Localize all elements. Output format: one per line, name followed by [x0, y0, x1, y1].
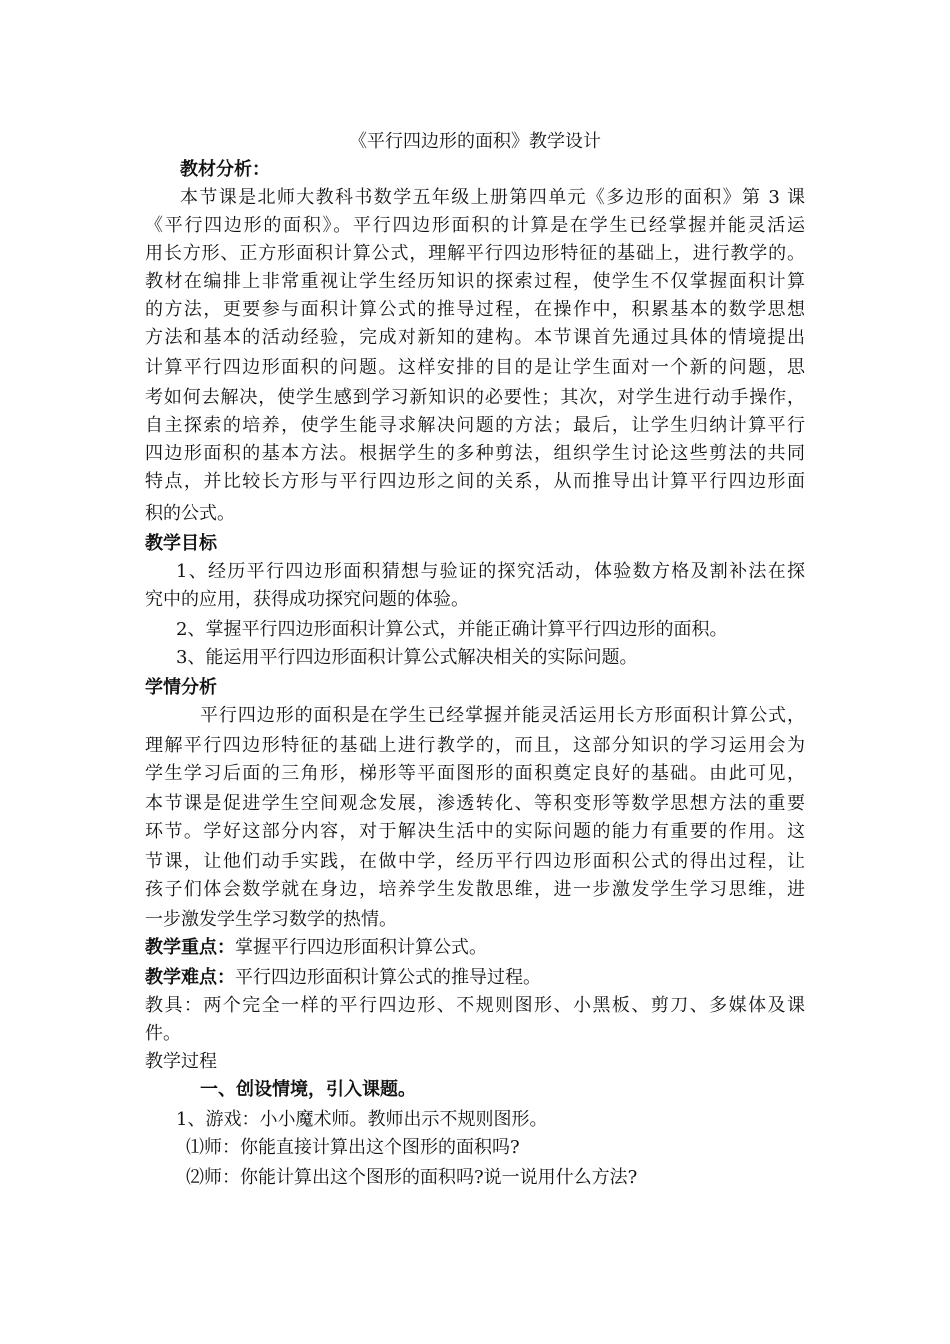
learner-analysis-line: 环节。学好这部分内容，对于解决生活中的实际问题的能力有重要的作用。这: [145, 821, 805, 842]
learner-analysis-line: 一步激发学生学习数学的热情。: [145, 909, 397, 930]
question-item: ⑵师：你能计算出这个图形的面积吗?说一说用什么方法?: [186, 1167, 638, 1188]
textbook-paragraph-line: 考如何去解决，使学生感到学习新知识的必要性；其次，对学生进行动手操作，: [145, 387, 805, 408]
learner-analysis-line: 平行四边形的面积是在学生已经掌握并能灵活运用长方形面积计算公式，: [200, 705, 805, 726]
goal-item-line: 3、能运用平行四边形面积计算公式解决相关的实际问题。: [176, 647, 638, 668]
textbook-paragraph-line: 用长方形、正方形面积计算公式，理解平行四边形特征的基础上，进行教学的。: [145, 243, 805, 264]
teaching-goals-heading: 教学目标: [145, 533, 217, 554]
goal-item-line: 究中的应用，获得成功探究问题的体验。: [145, 589, 469, 610]
textbook-paragraph-line: 特点，并比较长方形与平行四边形之间的关系，从而推导出计算平行四边形面: [145, 471, 805, 492]
learner-analysis-line: 孩子们体会数学就在身边，培养学生发散思维，进一步激发学生学习思维，进: [145, 879, 805, 900]
textbook-paragraph-line: 自主探索的培养，使学生能寻求解决问题的方法；最后，让学生归纳计算平行: [145, 415, 805, 436]
textbook-analysis-heading: 教材分析：: [180, 159, 270, 180]
textbook-paragraph-line: 《平行四边形的面积》。平行四边形面积的计算是在学生已经掌握并能灵活运: [145, 215, 805, 236]
learner-analysis-line: 学生学习后面的三角形，梯形等平面图形的面积奠定良好的基础。由此可见，: [145, 763, 805, 784]
difficulty-text: 平行四边形面积计算公式的推导过程。: [235, 967, 541, 988]
goal-item-line: 1、经历平行四边形面积猜想与验证的探究活动，体验数方格及割补法在探: [176, 561, 805, 582]
section-one-heading: 一、创设情境，引入课题。: [200, 1079, 416, 1100]
activity-item: 1、游戏：小小魔术师。教师出示不规则图形。: [176, 1109, 548, 1130]
goal-item-line: 2、掌握平行四边形面积计算公式，并能正确计算平行四边形的面积。: [176, 619, 728, 640]
question-item: ⑴师：你能直接计算出这个图形的面积吗?: [186, 1137, 520, 1158]
textbook-paragraph-line: 本节课是北师大教科书数学五年级上册第四单元《多边形的面积》第 3 课: [180, 187, 805, 208]
key-point-row: [145, 936, 487, 960]
key-point-text: 掌握平行四边形面积计算公式。: [235, 937, 487, 958]
textbook-paragraph-line: 积的公式。: [145, 503, 235, 524]
textbook-paragraph-line: 的方法，更要参与面积计算公式的推导过程，在操作中，积累基本的数学思想: [145, 299, 805, 320]
teaching-process-heading: 教学过程: [145, 1051, 217, 1072]
teaching-tools-line: 教具：两个完全一样的平行四边形、不规则图形、小黑板、剪刀、多媒体及课: [145, 995, 805, 1016]
difficulty-label: 教学难点：: [145, 967, 235, 988]
key-point-label: 教学重点：: [145, 937, 235, 958]
teaching-tools-line: 件。: [145, 1023, 181, 1044]
textbook-paragraph-line: 方法和基本的活动经验，完成对新知的建构。本节课首先通过具体的情境提出: [145, 327, 805, 348]
learner-analysis-heading: 学情分析: [145, 677, 217, 698]
learner-analysis-line: 节课，让他们动手实践，在做中学，经历平行四边形面积公式的得出过程，让: [145, 851, 805, 872]
learner-analysis-line: 理解平行四边形特征的基础上进行教学的，而且，这部分知识的学习运用会为: [145, 735, 805, 756]
textbook-paragraph-line: 教材在编排上非常重视让学生经历知识的探索过程，使学生不仅掌握面积计算: [145, 271, 805, 292]
textbook-paragraph-line: 计算平行四边形面积的问题。这样安排的目的是让学生面对一个新的问题，思: [145, 357, 805, 378]
textbook-paragraph-line: 四边形面积的基本方法。根据学生的多种剪法，组织学生讨论这些剪法的共同: [145, 443, 805, 464]
document-title: 《平行四边形的面积》教学设计: [349, 131, 601, 152]
difficulty-row: [145, 966, 541, 990]
learner-analysis-line: 本节课是促进学生空间观念发展，渗透转化、等积变形等数学思想方法的重要: [145, 793, 805, 814]
